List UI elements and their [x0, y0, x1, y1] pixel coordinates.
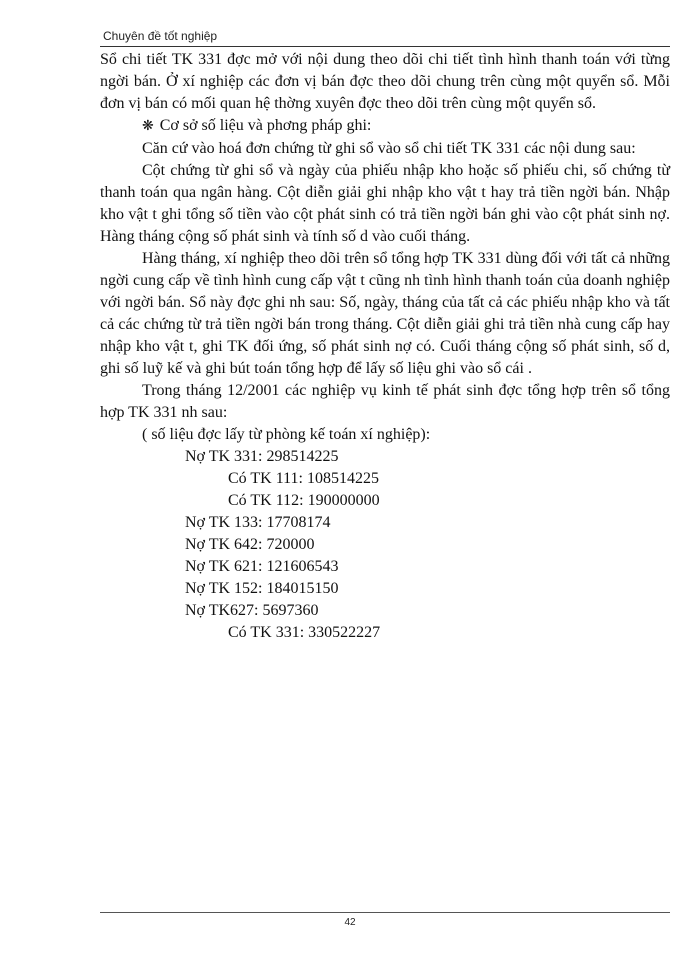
paragraph-source-note: ( số liệu đợc lấy từ phòng kế toán xí nghiệp): — [142, 426, 431, 443]
entry-line: Có TK 331: 330522227 — [228, 624, 381, 641]
paragraph-ledger-detail: Sổ chi tiết TK 331 đợc mở với nội dung theo dõi chi tiết tình hình thanh toán với từng ngời bán. Ở xí nghiệp các đơn vị bán đợc theo dõi chung trên cùng một quyển sổ. Mỗi đơn vị bán có mối quan hệ thờng xuyên đợc theo dõi trên cùng một quyển sổ. — [100, 51, 670, 112]
paragraph-basis: Căn cứ vào hoá đơn chứng từ ghi sổ vào sổ chi tiết TK 331 các nội dung sau: — [142, 140, 636, 157]
entry-line: Nợ TK 133: 17708174 — [185, 514, 331, 531]
footer-rule — [100, 912, 670, 913]
page-number: 42 — [344, 917, 356, 928]
paragraph-columns: Cột chứng từ ghi sổ và ngày của phiếu nhập kho hoặc số phiếu chi, số chứng từ thanh toán qua ngân hàng. Cột diễn giải ghi nhập kho vật t hay trả tiền ngời bán. Nhập kho vật t ghi tổng số tiền vào cột phát sinh có trả tiền ngời bán ghi vào cột phát sinh nợ. Hàng tháng cộng số phát sinh và tính số d vào cuối tháng. — [100, 162, 670, 245]
bullet-heading — [100, 115, 670, 138]
entry-line: Có TK 112: 190000000 — [228, 492, 380, 509]
header-rule — [100, 46, 670, 47]
entry-line: Nợ TK 621: 121606543 — [185, 558, 339, 575]
document-body — [100, 49, 670, 644]
entry-line: Nợ TK627: 5697360 — [185, 602, 319, 619]
entry-line: Nợ TK 642: 720000 — [185, 536, 315, 553]
running-header: Chuyên đề tốt nghiệp — [103, 29, 218, 43]
bullet-heading-text: Cơ sở số liệu và phơng pháp ghi: — [159, 117, 372, 134]
paragraph-monthly: Hàng tháng, xí nghiệp theo dõi trên sổ tổng hợp TK 331 dùng đối với tất cả những ngời cung cấp về tình hình cung cấp vật t cũng nh tình hình thanh toán của doanh nghiệp với ngời bán. Sổ này đợc ghi nh sau: Số, ngày, tháng của tất cả các phiếu nhập kho và tất cả các chứng từ trả tiền ngời bán trong tháng. Cột diễn giải ghi trả tiền nhà cung cấp hay nhập kho vật t, ghi TK đối ứng, số phát sinh nợ có. Cuối tháng cộng số phát sinh, số d, ghi số luỹ kế và ghi bút toán tổng hợp để lấy số liệu ghi vào sổ cái . — [100, 250, 670, 377]
paragraph-december: Trong tháng 12/2001 các nghiệp vụ kinh tế phát sinh đợc tổng hợp trên sổ tổng hợp TK 331 nh sau: — [100, 382, 670, 421]
asterisk-bullet-icon: ❋ — [142, 119, 154, 134]
entry-line: Nợ TK 331: 298514225 — [185, 448, 339, 465]
entry-line: Nợ TK 152: 184015150 — [185, 580, 339, 597]
entry-line: Có TK 111: 108514225 — [228, 470, 379, 487]
